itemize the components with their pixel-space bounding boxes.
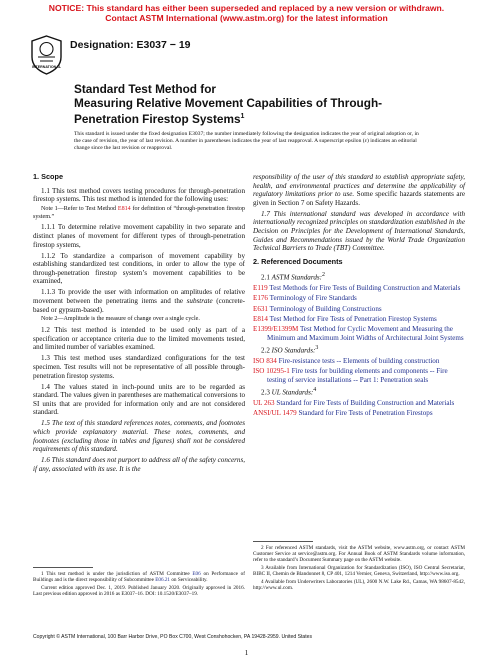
notice-line-2: Contact ASTM International (www.astm.org) for the latest information	[105, 13, 388, 23]
reference-item[interactable]: ISO 834 Fire-resistance tests -- Elements of building construction	[253, 356, 440, 365]
issuance-statement: This standard is issued under the fixed designation E3037; the number immediately following the designation indicates the year of original adoption or, in the case of revision, the year of last revision. A number in parentheses indicates the year of last reapproval. A superscript epsilon (ε) indicates an editorial change since the last revision or reapproval.	[74, 131, 419, 151]
subsection-2-1: 2.1 ASTM Standards:$^2$	[261, 272, 325, 282]
astm-international-logo	[30, 35, 63, 75]
notice-line-1: NOTICE: This standard has either been superseded and replaced by a new version or withdrawn.	[48, 3, 445, 13]
reference-item[interactable]: ISO 10295-1 Fire tests for building elements and components -- Fire testing of service installations -- Part 1: Penetration seals	[253, 366, 448, 384]
ul-reference-list	[253, 399, 465, 418]
footnote-1: 1 This test method is under the jurisdiction of ASTM Committee E06 on Performance of Buildings and is the direct responsibility of Subcommittee E06.21 on Serviceability.	[33, 571, 245, 584]
paragraph-1-1-1: 1.1.1 To determine relative movement capability in two separate and distinct planes of movement for different types of through-penetration firestop systems,	[33, 223, 245, 249]
footnote-divider-right	[253, 541, 313, 542]
paragraph-1-1-2: 1.1.2 To standardize a comparison of movement capability by establishing standardized test conditions, in order to allow the type of through-penetration firestop system’s movement capabilities to be examined,	[33, 251, 245, 286]
note-1: Note 1—Refer to Test Method E814 for definition of “through-penetration firestop system.”	[33, 206, 245, 220]
paragraph-1-2: 1.2 This test method is intended to be used only as part of a specification or acceptance criteria due to the limited movements tested, and limited number of variables examined.	[33, 326, 245, 352]
paragraph-1-4: 1.4 The values stated in inch-pound units are to be regarded as standard. The values given in parentheses are mathematical conversions to SI units that are provided for information only and are not considered standard.	[33, 382, 245, 417]
left-column	[33, 173, 245, 476]
link-e06-21[interactable]: E06.21	[155, 577, 171, 584]
paragraph-1-3: 1.3 This test method uses standardized configurations for the test specimen. Test results will not be representative of all possible through-penetration firestop systems.	[33, 354, 245, 380]
right-column	[253, 173, 465, 419]
subsection-2-3: 2.3 UL Standards:$^4$	[261, 386, 317, 397]
document-title	[74, 82, 434, 126]
title-footnote-marker: 1	[240, 113, 245, 120]
footnotes-left	[33, 571, 245, 599]
title-line-1: Standard Test Method for	[74, 82, 217, 96]
paragraph-1-6: 1.6 This standard does not purport to address all of the safety concerns, if any, associated with its use. It is the	[33, 456, 246, 473]
footnote-3: 3 Available from International Organization for Standardization (ISO), ISO Central Secretariat, BIBC II, Chemin de Blandonnet 8, CP 401, 1214 Vernier, Geneva, Switzerland, http://www.iso.org.	[253, 565, 465, 578]
section-heading-referenced-documents: 2. Referenced Documents	[253, 256, 343, 266]
footnote-1-edition: Current edition approved Dec. 1, 2019. Published January 2020. Originally approved in 2016. Last previous edition approved in 2016 as E3037–16. DOI: 10.1520/E3037–19.	[33, 584, 245, 597]
reference-item[interactable]: E631 Terminology of Building Constructions	[253, 304, 382, 313]
reference-item[interactable]: E814 Test Method for Fire Tests of Penetration Firestop Systems	[253, 314, 437, 323]
link-e06[interactable]: E06	[192, 571, 201, 577]
title-line-3: Penetration Firestop Systems$^1$	[74, 111, 245, 126]
footnote-4: 4 Available from Underwriters Laboratories (UL), 2600 N.W. Lake Rd., Camas, WA 98607-8542, http://www.ul.com.	[253, 578, 465, 591]
iso-reference-list	[253, 357, 465, 384]
footnote-2: 2 For referenced ASTM standards, visit the ASTM website, www.astm.org, or contact ASTM Customer Service at service@astm.org. For Annual Book of ASTM Standards volume information, refer to the standard’s Document Summary page on the ASTM website.	[253, 545, 465, 564]
reference-item[interactable]: E119 Test Methods for Fire Tests of Building Construction and Materials	[253, 284, 461, 293]
reference-item[interactable]: E1399/E1399M Test Method for Cyclic Movement and Measuring the Minimum and Maximum Joint Widths of Architectural Joint Systems	[253, 325, 464, 342]
footnote-divider-left	[33, 567, 93, 568]
paragraph-1-5: 1.5 The text of this standard references notes, comments, and footnotes which provide explanatory material. These notes, comments, and footnotes (excluding those in tables and figures) shall not be considered requirements of this standard.	[33, 419, 245, 454]
title-line-2: Measuring Relative Movement Capabilities of Through-	[74, 96, 383, 110]
link-e814[interactable]: E814	[117, 206, 131, 213]
footnotes-right	[253, 545, 465, 593]
designation: Designation: E3037 − 19	[70, 39, 191, 51]
paragraph-1-1: 1.1 This test method covers testing procedures for through-penetration firestop systems. This test method is intended for the following uses:	[33, 186, 245, 204]
svg-text:INTERNATIONAL: INTERNATIONAL	[31, 65, 62, 69]
reference-item[interactable]: E176 Terminology of Fire Standards	[253, 294, 357, 303]
paragraph-1-6-continued: responsibility of the user of this standard to establish appropriate safety, health, and environmental practices and determine the applicability of regulatory limitations prior to use. Some specific hazards statements are given in Section 7 on Safety Hazards.	[253, 173, 465, 207]
subsection-2-2: 2.2 ISO Standards:$^3$	[261, 344, 319, 355]
paragraph-1-7: 1.7 This international standard was developed in accordance with internationally recognized principles on standardization established in the Decision on Principles for the Development of International Standards, Guides and Recommendations issued by the World Trade Organization Technical Barriers to Trade (TBT) Committee.	[253, 209, 465, 253]
superseded-notice	[0, 3, 493, 23]
reference-item[interactable]: UL 263 Standard for Fire Tests of Building Construction and Materials	[253, 398, 455, 407]
reference-item[interactable]: ANSI/UL 1479 Standard for Fire Tests of Penetration Firestops	[253, 408, 433, 417]
section-heading-scope: 1. Scope	[33, 172, 64, 181]
note-2: Note 2—Amplitude is the measure of change over a single cycle.	[41, 316, 200, 323]
astm-reference-list	[253, 284, 465, 342]
paragraph-1-1-3: 1.1.3 To provide the user with information on amplitudes of relative movement between the penetrating items and the substrate (concrete-based or gypsum-based).	[33, 288, 246, 314]
page-number: 1	[244, 648, 249, 657]
copyright-line: Copyright © ASTM International, 100 Barr Harbor Drive, PO Box C700, West Conshohocken, PA 19428-2959. United States	[33, 634, 313, 640]
